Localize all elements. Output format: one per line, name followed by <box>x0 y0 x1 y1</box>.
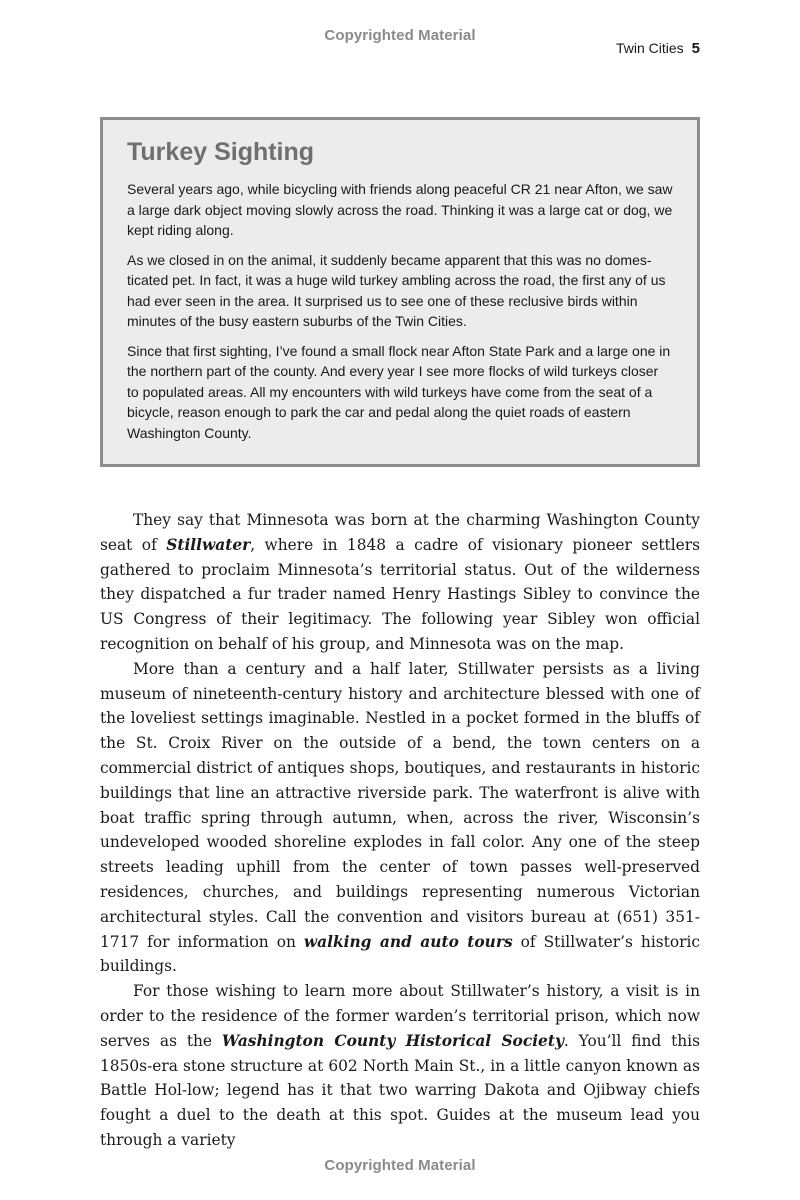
body-text-run: More than a century and a half later, Stillwater persists as a living museum of nineteenth-century history and architecture blessed with one of the loveliest settings imaginable. Nestled in a pocket formed in the bluffs of the St. Croix River on the outside of a bend, the town centers on a commercial district of antiques shops, boutiques, and restaurants in historic buildings that line an attractive riverside park. The waterfront is alive with boat traffic spring through autumn, when, across the river, Wisconsin’s undeveloped wooded shoreline explodes in fall color. Any one of the steep streets leading uphill from the center of town passes well-preserved residences, churches, and buildings representing numerous Victorian architectural styles. Call the convention and visitors bureau at (651) 351-1717 for information on <box>100 659 700 951</box>
copyright-watermark-top: Copyrighted Material <box>324 27 476 44</box>
sidebar-paragraph: As we closed in on the animal, it suddenly became apparent that this was no domes-ticated pet. In fact, it was a huge wild turkey ambling across the road, the first any of us had ever seen in the area. It surprised us to see one of these reclusive birds within minutes of the busy eastern suburbs of the Twin Cities. <box>127 251 666 329</box>
running-head <box>616 40 700 57</box>
sidebar-title: Turkey Sighting <box>127 138 315 166</box>
body-text-run: They say that Minnesota was born at the charming Washington County seat of <box>100 511 700 554</box>
highlight-historical-society: Washington County Historical Society <box>221 1031 564 1050</box>
body-paragraph <box>100 657 700 979</box>
page-number: 5 <box>691 40 700 57</box>
body-text-run: , where in 1848 a cadre of visionary pioneer settlers gathered to proclaim Minnesota’s territorial status. Out of the wilderness they dispatched a fur trader named Henry Hastings Sibley to convince the US Congress of their legitimacy. The following year Sibley won official recognition on behalf of his group, and Minnesota was on the map. <box>100 535 700 653</box>
body-paragraph <box>100 979 700 1153</box>
body-text-run: For those wishing to learn more about Stillwater’s history, a visit is in order to the residence of the former warden’s territorial prison, which now serves as the <box>100 982 700 1050</box>
sidebar-box <box>100 117 700 467</box>
highlight-walking-tours: walking and auto tours <box>303 932 513 951</box>
sidebar-paragraph: Since that first sighting, I’ve found a small flock near Afton State Park and a large one in the northern part of the county. And every year I see more flocks of wild turkeys closer to populated areas. All my encounters with wild turkeys have come from the seat of a bicycle, reason enough to park the car and pedal along the quiet roads of eastern Washington County. <box>127 342 671 441</box>
sidebar-paragraph: Several years ago, while bicycling with friends along peaceful CR 21 near Afton, we saw a large dark object moving slowly across the road. Thinking it was a large cat or dog, we kept riding along. <box>127 181 673 238</box>
body-text <box>100 508 700 1153</box>
body-text-run: . You’ll find this 1850s-era stone structure at 602 North Main St., in a little canyon known as Battle Hol-low; legend has it that two warring Dakota and Ojibway chiefs fought a duel to the death at this spot. Guides at the museum lead you through a variety <box>100 1031 700 1149</box>
copyright-watermark-bottom: Copyrighted Material <box>324 1157 476 1174</box>
body-paragraph <box>100 508 700 657</box>
place-name-stillwater: Stillwater <box>166 535 251 554</box>
running-title: Twin Cities <box>615 40 684 56</box>
body-text-run: of Stillwater’s historic buildings. <box>100 932 701 976</box>
